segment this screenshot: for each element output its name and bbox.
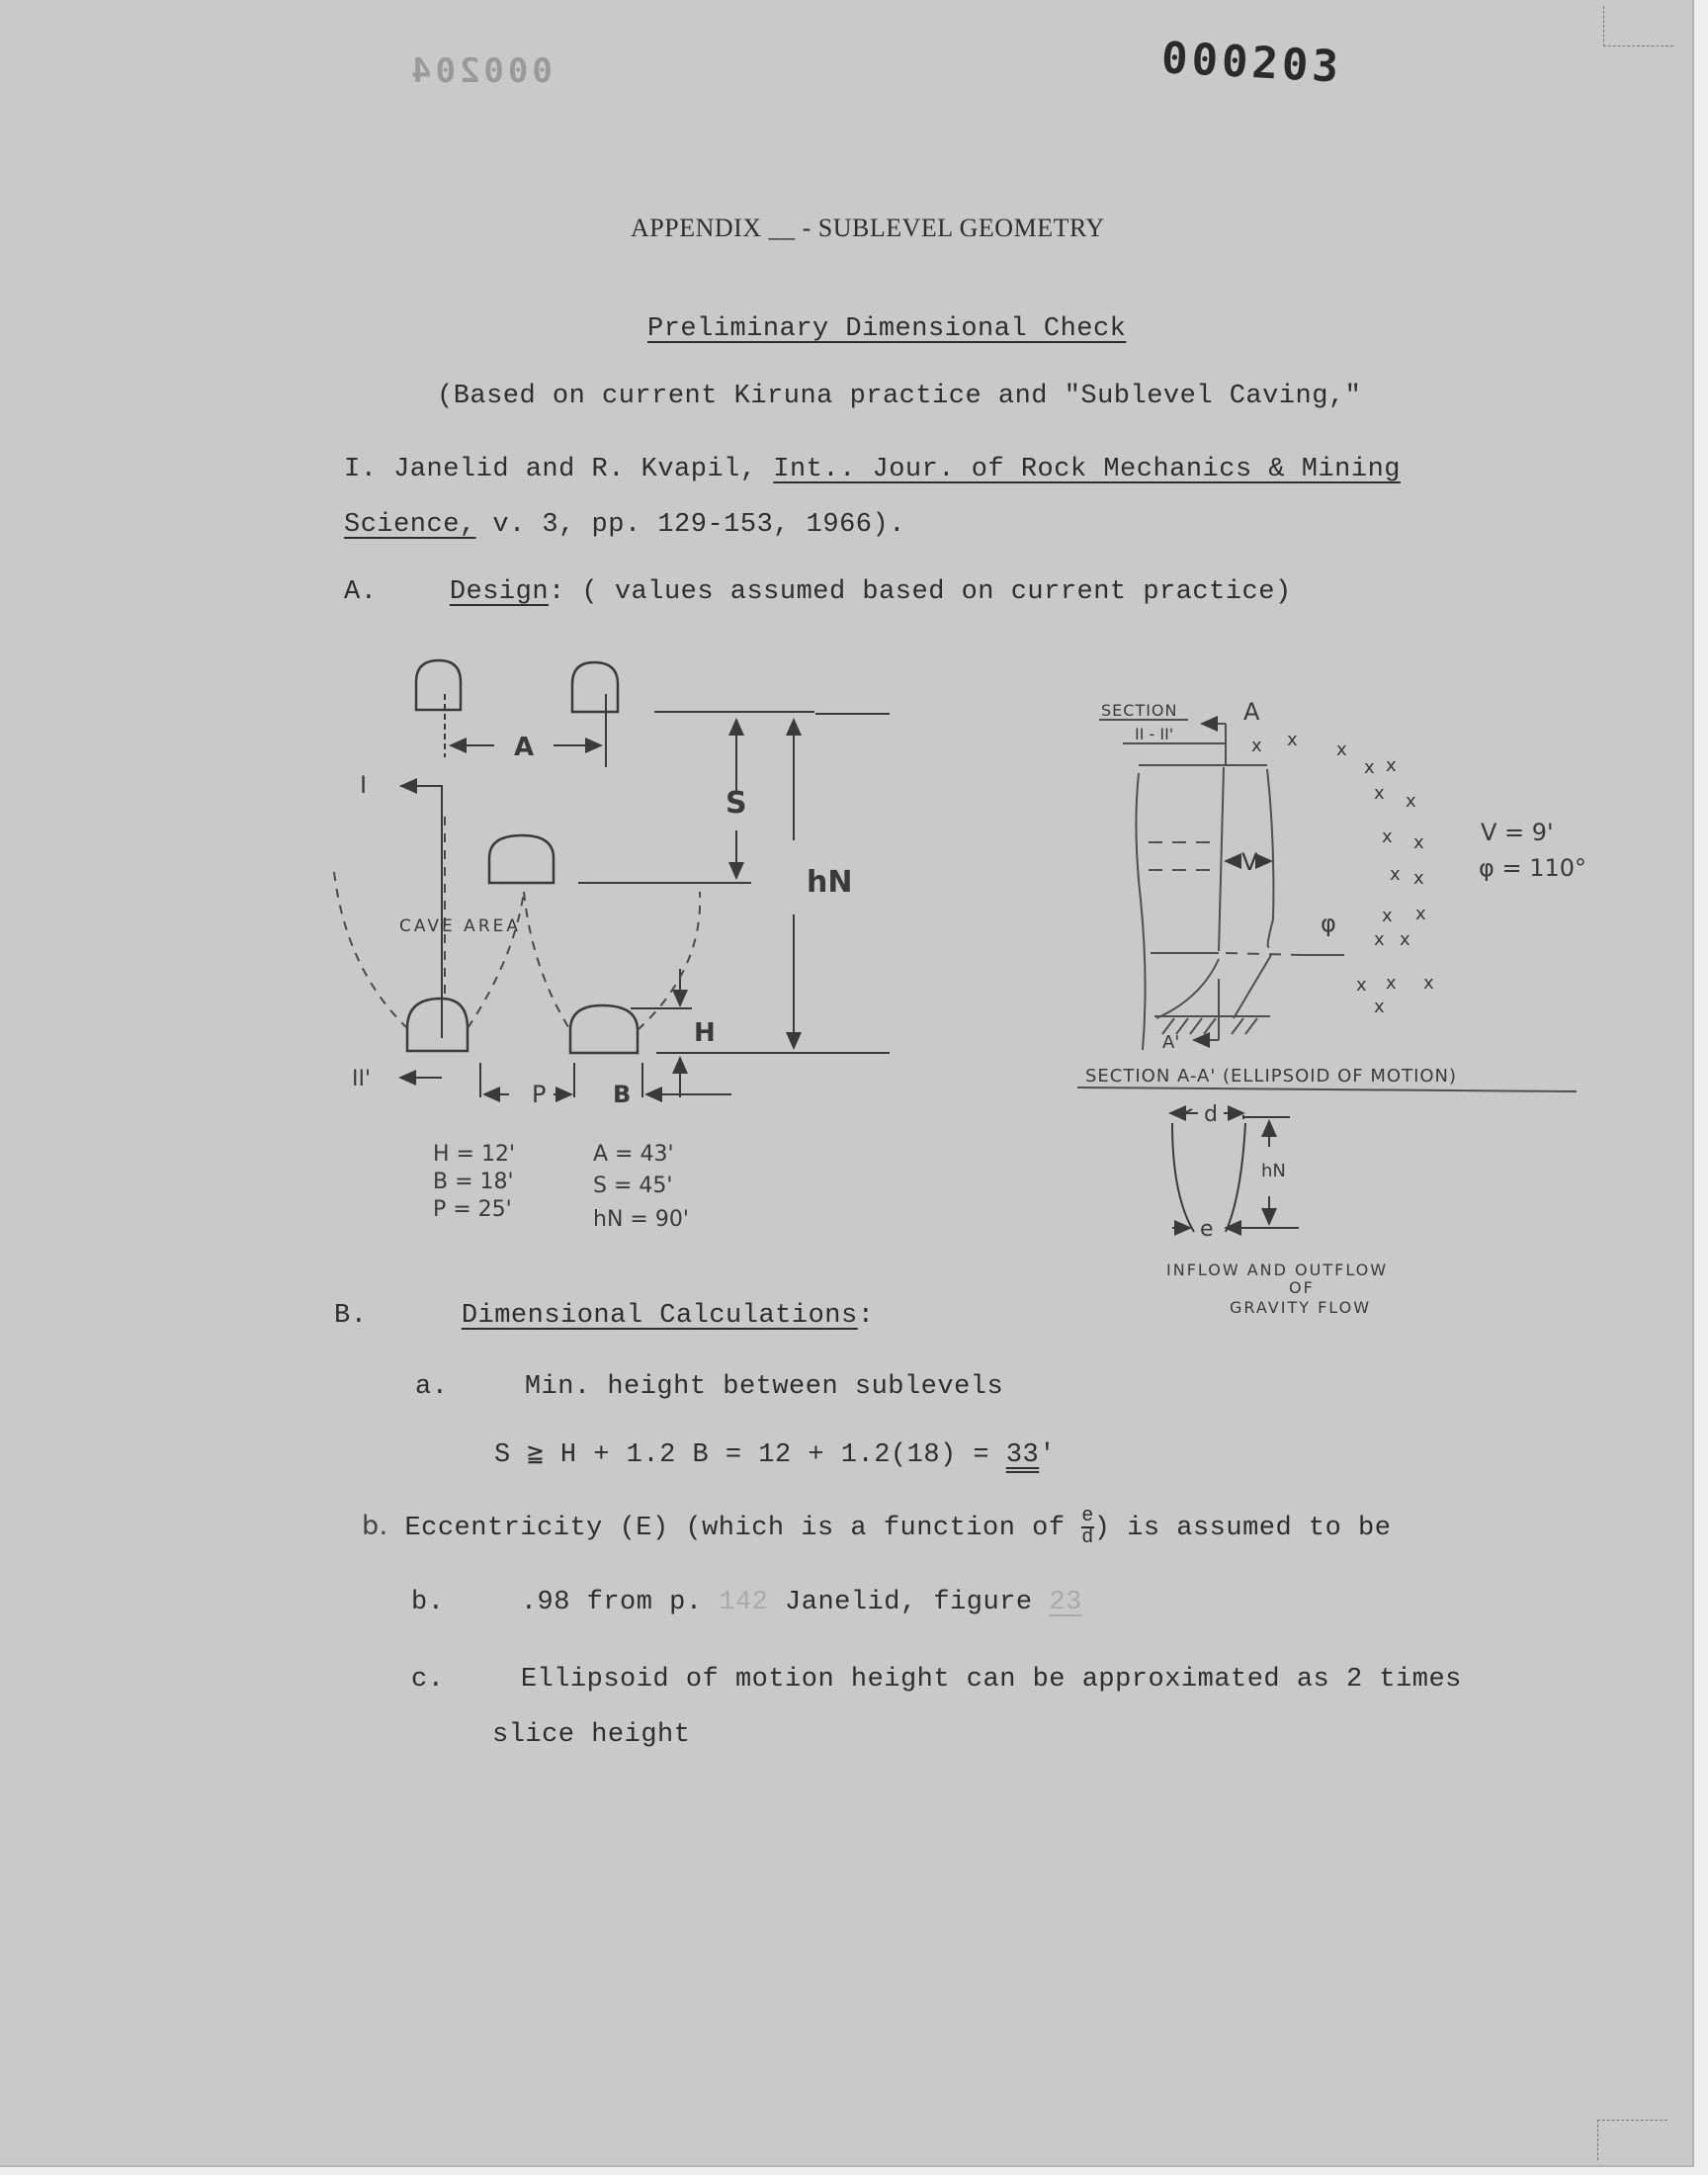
value-b: B = 18' [433, 1170, 514, 1194]
calc-marker-b-handwritten: b. [362, 1511, 388, 1542]
eccentricity-text: Eccentricity (E) (which is a function of [404, 1514, 1082, 1544]
v-value: V = 9' [1481, 819, 1554, 846]
drift-top-left [416, 660, 461, 710]
drift-bottom-right [570, 1005, 638, 1053]
label-section-a: A [1243, 698, 1260, 726]
appendix-heading: - SUBLEVEL GEOMETRY [802, 214, 1105, 242]
reference-journal-cont: Science, [344, 510, 476, 540]
value-hn: hN = 90' [593, 1207, 689, 1232]
svg-text:x: x [1364, 757, 1375, 778]
eccentricity-value: .98 from p. [520, 1588, 720, 1617]
appendix-title [631, 214, 1105, 243]
section-ii-sub-label: II - II' [1135, 725, 1174, 743]
label-cave-area: CAVE AREA [399, 916, 521, 936]
calc-item-b-value [411, 1588, 1082, 1617]
reference-line-2 [344, 455, 1401, 484]
calc-marker-c: c. [411, 1665, 445, 1695]
faint-figure-number: 23 [1049, 1588, 1082, 1617]
fraction-numerator: e [1081, 1505, 1094, 1527]
label-e: e [1200, 1217, 1214, 1242]
flow-caption-2: OF [1289, 1278, 1315, 1297]
label-d: d [1204, 1102, 1218, 1127]
label-v: V [1241, 848, 1258, 876]
label-a: A [514, 733, 535, 762]
label-p: P [532, 1081, 547, 1108]
corner-crop-mark [1603, 6, 1673, 46]
section-a-heading [344, 577, 1292, 607]
calc-text-a: Min. height between sublevels [524, 1372, 1004, 1402]
calc-item-c [411, 1665, 1462, 1695]
svg-text:x: x [1386, 973, 1397, 994]
svg-text:x: x [1374, 997, 1385, 1017]
svg-text:x: x [1415, 904, 1426, 924]
calc-item-c-cont: slice height [492, 1720, 691, 1750]
section-a-note: : ( values assumed based on current practice) [549, 577, 1292, 607]
formula-unit: ' [1039, 1440, 1056, 1470]
svg-text:x: x [1382, 826, 1393, 847]
label-section-i: I [360, 771, 368, 799]
svg-text:x: x [1413, 868, 1424, 889]
flow-caption-1: INFLOW AND OUTFLOW [1166, 1261, 1389, 1279]
value-s: S = 45' [593, 1174, 673, 1198]
svg-text:x: x [1382, 906, 1393, 926]
calc-marker-a: a. [415, 1372, 449, 1402]
label-h: H [694, 1018, 716, 1048]
calc-text-c: Ellipsoid of motion height can be approximated as 2 times [520, 1665, 1462, 1695]
svg-text:x: x [1390, 864, 1401, 885]
svg-text:x: x [1374, 929, 1385, 950]
label-hn-ellipsoid: hN [1261, 1161, 1286, 1181]
svg-text:x: x [1386, 755, 1397, 776]
section-ii-label: SECTION [1101, 701, 1178, 720]
calc-item-a [415, 1372, 1003, 1402]
section-b-title: Dimensional Calculations [461, 1301, 858, 1331]
page-number-stamp: 000203 [1159, 33, 1344, 93]
reference-authors: I. Janelid and R. Kvapil, [344, 455, 774, 484]
drift-top-right [572, 662, 618, 712]
sublevel-layout-diagram [316, 643, 890, 1256]
section-aa-label: SECTION A-A' (ELLIPSOID OF MOTION) [1085, 1066, 1458, 1087]
svg-text:x: x [1356, 975, 1367, 996]
section-b-letter: B. [334, 1301, 368, 1331]
drift-middle [489, 835, 554, 883]
section-b-heading [334, 1301, 874, 1331]
label-b: B [613, 1081, 632, 1108]
label-section-ii-prime: II' [352, 1067, 372, 1091]
calc-formula [494, 1437, 1056, 1470]
appendix-blank: __ [768, 214, 796, 242]
svg-text:x: x [1406, 791, 1416, 812]
section-b-colon: : [857, 1301, 875, 1331]
svg-text:x: x [1374, 783, 1385, 804]
calc-item-b-eccentricity [362, 1507, 1391, 1548]
eccentricity-text-cont: ) is assumed to be [1093, 1514, 1392, 1544]
faint-page-number: 142 [719, 1588, 769, 1617]
label-s: S [726, 786, 747, 821]
document-subtitle: Preliminary Dimensional Check [647, 314, 1127, 344]
svg-text:x: x [1336, 740, 1347, 760]
reference-line-3 [344, 510, 905, 540]
svg-text:x: x [1413, 832, 1424, 853]
label-phi: φ [1321, 910, 1336, 937]
section-a-title: Design [449, 577, 550, 607]
reference-journal: Int.. Jour. of Rock Mechanics & Mining [773, 455, 1401, 484]
reference-volume: v. 3, pp. 129-153, 1966). [475, 510, 905, 540]
calc-marker-b: b. [411, 1588, 445, 1617]
label-hn: hN [807, 865, 853, 900]
ghost-page-stamp: 000204 [407, 51, 553, 91]
svg-text:x: x [1251, 736, 1262, 756]
phi-value: φ = 110° [1479, 854, 1587, 882]
bottom-crop-mark [1597, 2120, 1667, 2160]
reference-line-1: (Based on current Kiruna practice and "Sublevel Caving," [437, 382, 1362, 411]
value-a: A = 43' [593, 1142, 674, 1167]
e-over-d-fraction [1081, 1507, 1094, 1548]
value-p: P = 25' [433, 1197, 512, 1222]
appendix-prefix: APPENDIX [631, 214, 762, 242]
section-a-letter: A. [344, 577, 378, 607]
drift-bottom-left [407, 999, 468, 1051]
value-h: H = 12' [433, 1142, 516, 1167]
janelid-figure-text: Janelid, figure [768, 1588, 1050, 1617]
formula-expression: S ≧ H + 1.2 B = 12 + 1.2(18) = [494, 1440, 1006, 1470]
formula-result: 33 [1005, 1440, 1040, 1470]
section-ii-diagram [1077, 682, 1631, 1325]
label-section-a-prime: A' [1162, 1032, 1180, 1053]
fraction-denominator: d [1081, 1526, 1094, 1549]
svg-text:x: x [1287, 730, 1298, 750]
svg-text:x: x [1400, 929, 1410, 950]
flow-caption-3: GRAVITY FLOW [1230, 1298, 1372, 1317]
svg-text:x: x [1423, 973, 1434, 994]
